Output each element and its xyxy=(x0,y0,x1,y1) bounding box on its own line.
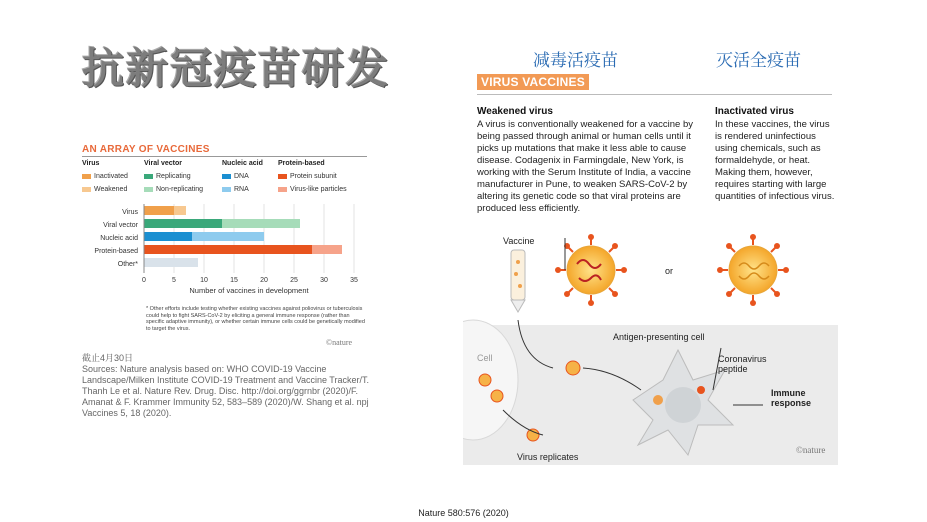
category-label: Protein-based xyxy=(94,248,138,255)
category-label: Nucleic acid xyxy=(100,235,138,242)
legend-label: Replicating xyxy=(156,173,191,180)
legend-item-non-replicating xyxy=(144,186,203,193)
legend-swatch xyxy=(82,174,91,179)
title-rule xyxy=(82,156,367,157)
inactivated-heading: 灭活全疫苗 xyxy=(716,51,801,71)
live-attenuated-heading: 减毒活疫苗 xyxy=(533,51,618,71)
legend-label: RNA xyxy=(234,186,249,193)
bar-chart xyxy=(82,202,372,302)
legend-label: Weakened xyxy=(94,186,128,193)
x-tick-label: 5 xyxy=(172,277,176,284)
inactivated-virus-icon xyxy=(717,234,789,306)
legend-group-protein-based: Protein-based xyxy=(278,160,325,167)
or-label: or xyxy=(665,266,674,276)
immune-response-label: Immune response xyxy=(771,388,812,408)
legend-swatch xyxy=(222,187,231,192)
inactivated-title: Inactivated virus xyxy=(715,106,794,117)
x-tick-label: 35 xyxy=(350,277,358,284)
legend-swatch xyxy=(144,187,153,192)
vaccine-array-figure xyxy=(82,140,372,350)
citation: Nature 580:576 (2020) xyxy=(418,508,509,518)
legend-label: Virus-like particles xyxy=(290,186,347,193)
legend-swatch xyxy=(144,174,153,179)
cell-label: Cell xyxy=(477,353,493,363)
sources-text: Sources: Nature analysis based on: WHO COVID-19 Vaccine Landscape/Milken Institute COVID-19 Treatment and Vaccine Tracker/T. Thanh Le et al. Nature Rev. Drug. Disc. http://doi.org/ggrnbr (2020)/F. Amanat & F. Krammer Immunity 52, 583–589 (2020)/W. Shang et al. npj Vaccines 5, 18 (2020). xyxy=(82,364,369,418)
category-label: Other* xyxy=(117,261,138,268)
virus-vaccines-tag: VIRUS VACCINES xyxy=(477,74,589,90)
nature-brand-right: ©nature xyxy=(796,445,826,455)
vaccine-mechanism-illustration xyxy=(463,230,838,465)
category-label: Viral vector xyxy=(103,222,138,229)
page-title: 抗新冠疫苗研发 xyxy=(82,44,391,93)
x-tick-label: 25 xyxy=(290,277,298,284)
x-tick-label: 15 xyxy=(230,277,238,284)
legend-item-protein-subunit xyxy=(278,173,337,180)
tag-rule xyxy=(477,94,832,95)
legend-swatch xyxy=(278,187,287,192)
legend-item-virus-like-particles xyxy=(278,186,347,193)
x-axis-label: Number of vaccines in development xyxy=(189,286,309,295)
bar-segment xyxy=(312,245,342,254)
legend-group-virus: Virus xyxy=(82,160,100,167)
legend-item-dna xyxy=(222,173,249,180)
virus-vaccines-figure xyxy=(463,70,838,465)
weakened-text: A virus is conventionally weakened for a vaccine by being passed through animal or human cells until it picks up mutations that make it less able to cause disease. Codagenix in Farmingdale, New York, is working with the Serum Institute of India, a vaccine manufacturer in Pune, to weaken SARS-CoV-2 by altering its genetic code so that viral proteins are produced less efficiently. xyxy=(477,119,693,214)
legend-label: DNA xyxy=(234,173,249,180)
x-tick-label: 10 xyxy=(200,277,208,284)
apc-label: Antigen-presenting cell xyxy=(613,332,705,342)
chart-footnote: * Other efforts include testing whether existing vaccines against poliovirus or tuberculosis could help to fight SARS-CoV-2 by eliciting a general immune response (rather than specific adaptive immunity), or whether certain immune cells could be genetically modified to target the virus. xyxy=(146,306,365,332)
nature-brand: ©nature xyxy=(326,338,353,347)
legend-label: Protein subunit xyxy=(290,173,337,180)
bar-segment xyxy=(222,219,300,228)
legend-label: Non-replicating xyxy=(156,186,204,193)
legend-swatch xyxy=(82,187,91,192)
category-label: Virus xyxy=(122,209,138,216)
bar-segment xyxy=(144,245,312,254)
x-tick-label: 0 xyxy=(142,277,146,284)
x-tick-label: 20 xyxy=(260,277,268,284)
legend-group-nucleic-acid: Nucleic acid xyxy=(222,160,263,167)
legend-group-viral-vector: Viral vector xyxy=(144,160,183,167)
source-notes xyxy=(82,353,372,419)
vaccine-label: Vaccine xyxy=(503,236,535,246)
weakened-virus-icon xyxy=(555,234,627,306)
legend-swatch xyxy=(278,174,287,179)
x-tick-label: 30 xyxy=(320,277,328,284)
bar-segment xyxy=(144,206,174,215)
bar-segment xyxy=(144,219,222,228)
peptide-label: Coronavirus peptide xyxy=(718,354,767,374)
virus-replicates-label: Virus replicates xyxy=(517,452,579,462)
legend-item-weakened xyxy=(82,186,127,193)
bar-segment xyxy=(144,258,198,267)
bar-segment xyxy=(192,232,264,241)
legend-label: Inactivated xyxy=(94,173,128,180)
date-note: 截止4月30日 xyxy=(82,353,134,363)
vaccine-vial-icon xyxy=(511,250,525,312)
bar-segment xyxy=(144,232,192,241)
legend-item-rna xyxy=(222,186,249,193)
legend-item-replicating xyxy=(144,173,191,180)
inactivated-text: In these vaccines, the virus is rendered uninfectious using chemicals, such as formaldehyde, or heat. Making them, however, requires starting with large quantities of infectious virus. xyxy=(715,119,835,202)
legend-swatch xyxy=(222,174,231,179)
weakened-title: Weakened virus xyxy=(477,106,553,117)
legend-item-inactivated xyxy=(82,173,128,180)
figure-title: AN ARRAY OF VACCINES xyxy=(82,144,210,155)
bar-segment xyxy=(174,206,186,215)
